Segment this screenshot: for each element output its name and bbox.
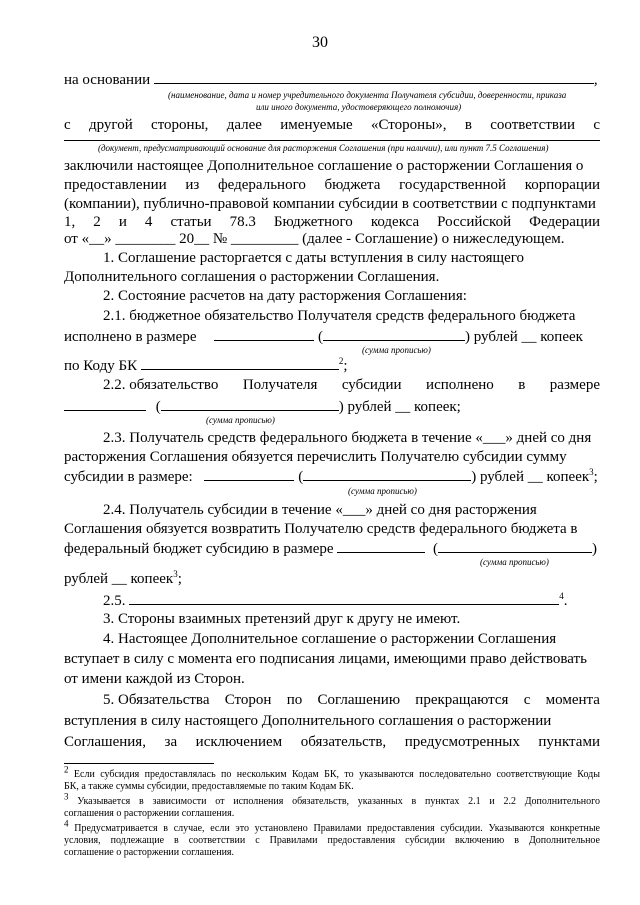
basis-line: [64, 70, 600, 89]
footnote-text: соглашения о расторжении соглашения.: [64, 808, 235, 819]
p5-line-3: [64, 733, 600, 751]
p21-amount-blank: [214, 327, 314, 341]
p24-line-1: 2.4. Получатель субсидии в течение «___» дней со дня расторжения: [103, 502, 537, 518]
p24-end: ;: [177, 571, 182, 587]
word: по: [286, 692, 303, 708]
word: с: [593, 117, 600, 133]
word: 5. Обязательства: [103, 692, 210, 708]
word: пунктами: [538, 734, 600, 750]
footnote-text: условия, подлежащие в соответствии с Правилами предоставления субсидии включению в Дополнительное: [64, 835, 600, 846]
footnote-ref: 2: [338, 356, 344, 366]
word: и: [118, 214, 127, 230]
word: кодекса: [370, 214, 420, 230]
word: федерального: [217, 177, 306, 193]
p22-tail: ) рублей __ копеек;: [338, 399, 461, 415]
p21-tail: ) рублей __ копеек: [464, 329, 583, 345]
p21-lead: исполнено в размере: [64, 329, 197, 345]
p1-line-1: 1. Соглашение расторгается с даты вступления в силу настоящего: [103, 250, 525, 266]
word: Российской: [437, 214, 512, 230]
word: с: [64, 117, 71, 133]
p5-line-2: вступления в силу настоящего Дополнительного соглашения о расторжении: [64, 713, 552, 729]
word: стороны,: [151, 117, 209, 133]
footnote-num: 2: [64, 764, 69, 775]
basis-lead: на основании: [64, 72, 151, 88]
basis-blank: [154, 70, 594, 84]
p22-line-2: ( ) рублей __ копеек;: [64, 397, 600, 416]
word: Получателя: [242, 377, 318, 393]
p23-line-2: расторжения Соглашения обязуется перечислить Получателю субсидии сумму: [64, 449, 567, 465]
intro-line-5: от «__» ________ 20__ № _________ (далее - Соглашение) о нижеследующем.: [64, 231, 565, 247]
page-number: 30: [312, 34, 328, 51]
word: далее: [226, 117, 262, 133]
p21-words-blank: [323, 327, 465, 341]
footnote-ref: 3: [589, 467, 594, 477]
p1-line-2: Дополнительного соглашения о расторжении Соглашения.: [64, 269, 440, 285]
footnote-3: [64, 791, 601, 820]
p22-caption: (сумма прописью): [206, 415, 275, 425]
word: в: [518, 377, 526, 393]
footnote-text: Указывается в зависимости от исполнения обязательств, указанных в пунктах 2.1 и 2.2 Дополнительного: [77, 796, 601, 807]
word: 1,: [64, 214, 76, 230]
footnote-text: БК, а также суммы субсидии, предоставляемые по таким Кодам БК.: [64, 781, 354, 792]
p3-line: 3. Стороны взаимных претензий друг к другу не имеют.: [103, 611, 461, 627]
intro-line-2: [64, 176, 600, 194]
footnote-text: Если субсидия предоставлялась по нескольким Кодам БК, то указываются последовательно соответствующие Коды: [73, 769, 600, 780]
footnote-num: 3: [64, 791, 69, 802]
p4-line-1: 4. Настоящее Дополнительное соглашение о расторжении Соглашения: [103, 631, 557, 647]
word: предоставлении: [64, 177, 167, 193]
p23-tail: ) рублей __ копеек: [471, 469, 590, 485]
p21-line-3: [64, 356, 600, 375]
p4-line-3: от имени каждой из Сторон.: [64, 671, 245, 687]
p21-kbk-lead: по Коду БК: [64, 358, 138, 374]
word: именуемые: [280, 117, 353, 133]
other-side-caption: (документ, предусматривающий основание для расторжения Соглашения (при наличии), или пункт 7.5 Соглашения): [98, 143, 549, 153]
p22-words-blank: [161, 397, 339, 411]
p22-line-1: [103, 376, 600, 394]
p21-line-1: 2.1. бюджетное обязательство Получателя средств федерального бюджета: [103, 308, 576, 324]
p25-lead: 2.5.: [103, 593, 126, 609]
word: 2.2. обязательство: [103, 377, 219, 393]
word: субсидии: [341, 377, 402, 393]
p24-rub: рублей __ копеек: [64, 571, 174, 587]
word: за: [164, 734, 178, 750]
p5-line-1: [103, 691, 600, 709]
word: предусмотренных: [404, 734, 520, 750]
word: государственной: [399, 177, 507, 193]
word: Соглашения,: [64, 734, 146, 750]
p2-line: 2. Состояние расчетов на дату расторжения Соглашения:: [103, 288, 467, 304]
basis-caption-2: или иного документа, удостоверяющего полномочия): [256, 102, 462, 112]
p21-kbk-blank: [141, 356, 339, 370]
p24-lead: федеральный бюджет субсидию в размере: [64, 541, 334, 557]
word: обязательств,: [300, 734, 387, 750]
p25-blank: [129, 591, 559, 605]
footnote-ref: 3: [173, 569, 178, 579]
footnote-4: [64, 818, 600, 859]
p23-end: ;: [593, 469, 598, 485]
footnote-text: Предусматривается в случае, если это установлено Правилами предоставления субсидии. Указываются конкретные: [74, 823, 600, 834]
p21-caption: (сумма прописью): [362, 345, 431, 355]
word: момента: [545, 692, 600, 708]
word: Федерации: [529, 214, 600, 230]
word: Сторон: [224, 692, 272, 708]
other-side-blank: [64, 140, 600, 141]
word: корпорации: [524, 177, 600, 193]
other-side-line: [64, 116, 600, 134]
word: 78.3: [229, 214, 256, 230]
p23-words-blank: [303, 467, 471, 481]
p23-lead: субсидии в размере:: [64, 469, 193, 485]
word: статьи: [170, 214, 212, 230]
footnote-text: соглашение о расторжении соглашения.: [64, 847, 235, 858]
p24-line-4: [64, 570, 600, 588]
word: исполнено: [426, 377, 494, 393]
word: соответствии: [490, 117, 576, 133]
word: другой: [88, 117, 133, 133]
word: прекращаются: [415, 692, 509, 708]
basis-caption-1: (наименование, дата и номер учредительного документа Получателя субсидии, доверенности, приказа: [168, 90, 567, 100]
p21-end: ;: [343, 358, 348, 374]
intro-line-3: (компании), публично-правовой компании субсидии в соответствии с подпунктами: [64, 196, 596, 212]
p23-amount-blank: [204, 467, 294, 481]
word: Соглашению: [317, 692, 401, 708]
p23-line-3: субсидии в размере: ( ) рублей __ копеек$^3$;: [64, 467, 598, 485]
p24-caption: (сумма прописью): [480, 557, 549, 567]
word: 4: [144, 214, 153, 230]
footnote-num: 4: [64, 818, 69, 829]
p24-words-blank: [438, 539, 592, 553]
p24-amount-blank: [337, 539, 425, 553]
p24-line-3: федеральный бюджет субсидию в размере ( ): [64, 541, 598, 557]
word: с: [523, 692, 531, 708]
basis-end: ,: [593, 72, 598, 88]
word: исключением: [195, 734, 283, 750]
word: размере: [549, 377, 600, 393]
p22-amount-blank: [64, 397, 146, 411]
p21-line-2: исполнено в размере ( ) рублей __ копеек: [64, 329, 583, 345]
p24-line-2: Соглашения обязуется возвратить Получателю средств федерального бюджета в: [64, 521, 578, 537]
word: 2: [93, 214, 101, 230]
word: в: [464, 117, 472, 133]
p23-caption: (сумма прописью): [348, 486, 417, 496]
word: из: [185, 177, 200, 193]
word: бюджета: [324, 177, 381, 193]
footnote-separator: [64, 763, 214, 764]
p4-line-2: вступает в силу с момента его подписания лицами, имеющими право действовать: [64, 651, 587, 667]
intro-line-1: заключили настоящее Дополнительное соглашение о расторжении Соглашения о: [64, 158, 584, 174]
word: Бюджетного: [273, 214, 353, 230]
p23-line-1: 2.3. Получатель средств федерального бюджета в течение «___» дней со дня: [103, 430, 592, 446]
word: «Стороны»,: [371, 117, 447, 133]
footnote-ref: 4: [559, 591, 564, 601]
intro-line-4: [64, 213, 600, 231]
p25-line: [103, 591, 600, 610]
p25-end: .: [563, 593, 568, 609]
footnote-2: [64, 764, 600, 793]
